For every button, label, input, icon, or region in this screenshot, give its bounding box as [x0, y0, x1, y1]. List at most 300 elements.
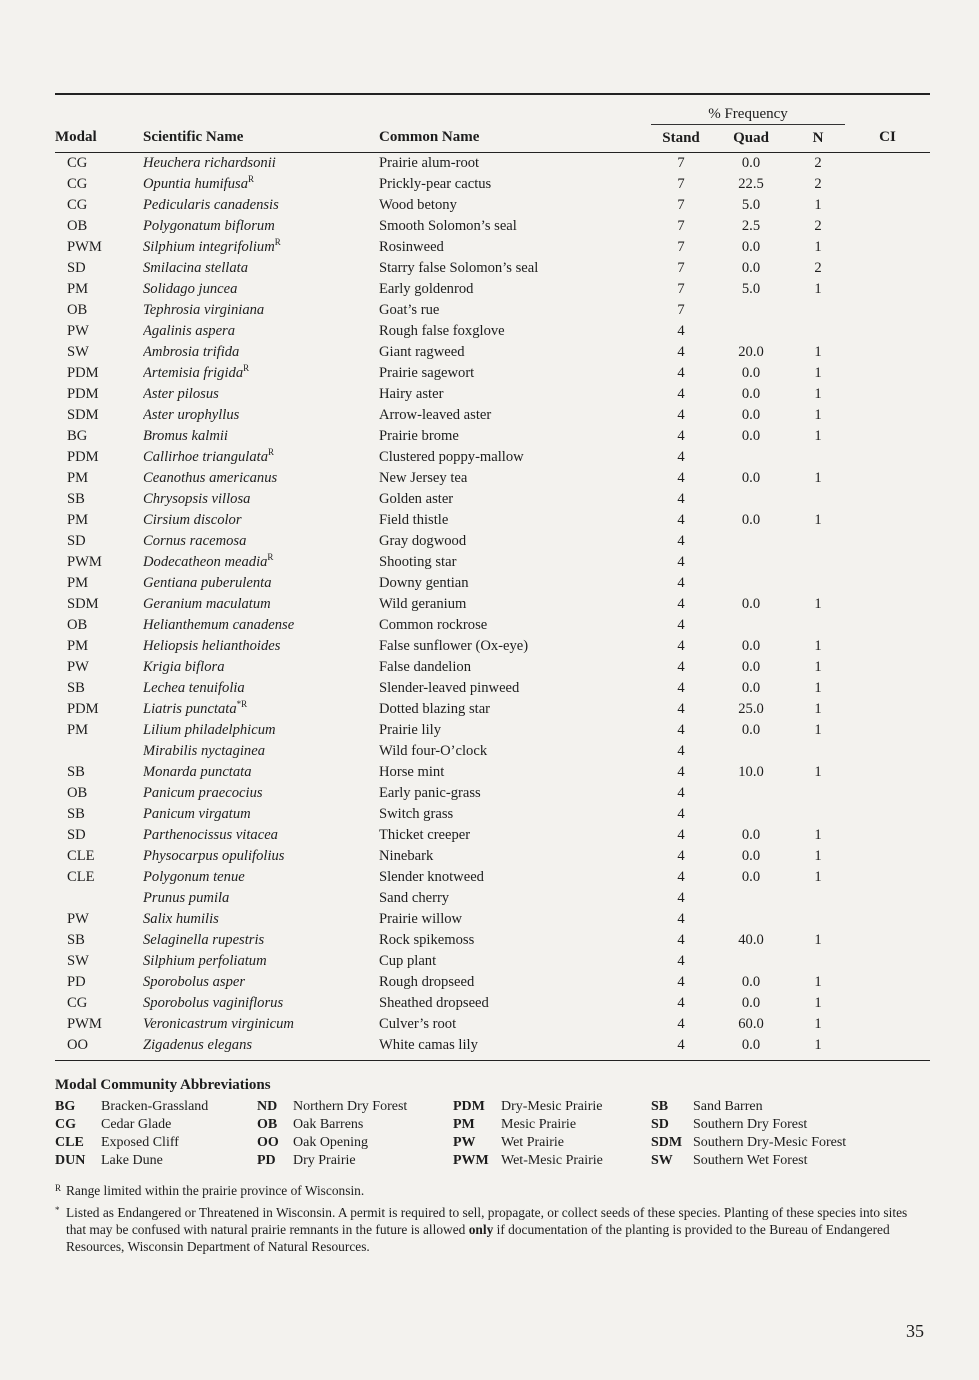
stand-cell: 4	[677, 890, 685, 906]
abbreviation-code: SB	[651, 1099, 669, 1114]
range-superscript: R	[267, 552, 274, 563]
common-name-cell: Giant ragweed	[379, 344, 465, 360]
n-cell: 1	[814, 281, 822, 297]
abbreviation-label: Cedar Glade	[101, 1117, 172, 1132]
table-row	[55, 867, 930, 888]
n-cell	[791, 321, 845, 342]
scientific-name-cell: Dodecatheon meadia$^R$	[143, 552, 274, 570]
table-row	[55, 447, 930, 468]
stand-cell: 4	[677, 995, 685, 1011]
abbreviation-code: OO	[257, 1135, 279, 1150]
common-name-cell: Prairie lily	[379, 722, 442, 738]
quad-cell: 60.0	[738, 1016, 764, 1032]
ci-cell	[845, 972, 930, 993]
n-cell	[791, 804, 845, 825]
abbreviation-label: Lake Dune	[101, 1153, 163, 1168]
quad-cell: 0.0	[741, 239, 761, 255]
common-name-cell: Rosinweed	[379, 239, 444, 255]
quad-cell	[711, 741, 791, 762]
common-name-cell: Downy gentian	[379, 575, 469, 591]
abbreviation-label: Wet Prairie	[501, 1135, 565, 1150]
modal-cell: SDM	[67, 596, 99, 612]
quad-cell	[711, 447, 791, 468]
footnote-range-text: Range limited within the prairie province of Wisconsin.	[66, 1183, 365, 1198]
table-row	[55, 573, 930, 594]
col-header-stand: Stand	[651, 125, 711, 153]
modal-cell: CG	[67, 155, 88, 171]
ci-cell	[845, 174, 930, 195]
ci-cell	[845, 930, 930, 951]
abbreviation-code: CLE	[55, 1135, 84, 1150]
scientific-name-cell: Silphium perfoliatum	[143, 953, 267, 969]
modal-cell: SD	[67, 533, 86, 549]
range-superscript: R	[243, 363, 250, 374]
quad-cell	[711, 804, 791, 825]
modal-cell: PM	[67, 512, 89, 528]
stand-cell: 4	[677, 680, 685, 696]
quad-cell: 0.0	[741, 260, 761, 276]
n-cell: 1	[814, 344, 822, 360]
modal-cell: PD	[67, 974, 86, 990]
abbreviation-label: Dry-Mesic Prairie	[501, 1099, 603, 1114]
common-name-cell: Gray dogwood	[379, 533, 467, 549]
scientific-name-cell: Sporobolus vaginiflorus	[143, 995, 284, 1011]
modal-cell: SD	[67, 260, 86, 276]
stand-cell: 7	[677, 218, 685, 234]
modal-cell: CLE	[67, 848, 95, 864]
scientific-name-cell: Lilium philadelphicum	[143, 722, 276, 738]
quad-cell: 10.0	[738, 764, 764, 780]
ci-cell	[845, 321, 930, 342]
footnote-range	[55, 1182, 930, 1199]
modal-cell: PDM	[67, 386, 99, 402]
common-name-cell: Smooth Solomon’s seal	[379, 218, 517, 234]
footnote-endangered-text: Listed as Endangered or Threatened in Wisconsin. A permit is required to sell, propagate, or collect seeds of these species. Planting of these species into sites that may be confused with natural prairie remnants in the future is allowed only if documentation of the planting is provided to the Bureau of Endangered Resources, Wisconsin Department of Natural Resources.	[66, 1205, 908, 1254]
scientific-name-cell: Krigia biflora	[143, 659, 225, 675]
abbreviation-code: PW	[453, 1135, 476, 1150]
stand-cell: 4	[677, 344, 685, 360]
stand-cell: 4	[677, 323, 685, 339]
modal-cell: CG	[67, 176, 88, 192]
quad-cell: 0.0	[741, 659, 761, 675]
n-cell: 1	[814, 470, 822, 486]
quad-cell: 5.0	[741, 197, 761, 213]
modal-cell: OB	[67, 218, 88, 234]
stand-cell: 4	[677, 407, 685, 423]
n-cell: 1	[814, 1016, 822, 1032]
stand-cell: 4	[677, 659, 685, 675]
common-name-cell: Prairie sagewort	[379, 365, 475, 381]
frequency-group-header: % Frequency	[651, 95, 845, 125]
table-row	[55, 153, 930, 175]
abbreviation-code: CG	[55, 1117, 76, 1132]
modal-cell: PWM	[67, 554, 102, 570]
common-name-cell: Shooting star	[379, 554, 457, 570]
col-header-modal: Modal	[55, 125, 143, 153]
stand-cell: 4	[677, 533, 685, 549]
table-row	[55, 195, 930, 216]
ci-cell	[845, 825, 930, 846]
scientific-name-cell: Opuntia humifusa$^R$	[143, 174, 255, 192]
species-table	[55, 95, 930, 1056]
n-cell: 1	[814, 596, 822, 612]
modal-cell: PM	[67, 638, 89, 654]
quad-cell: 2.5	[741, 218, 761, 234]
common-name-cell: Prairie brome	[379, 428, 459, 444]
ci-cell	[845, 405, 930, 426]
scientific-name-cell: Cornus racemosa	[143, 533, 247, 549]
n-cell: 1	[814, 995, 822, 1011]
table-row	[55, 342, 930, 363]
range-superscript: R	[248, 174, 255, 185]
modal-cell: CG	[67, 197, 88, 213]
common-name-cell: Field thistle	[379, 512, 449, 528]
ci-cell	[845, 762, 930, 783]
ci-cell	[845, 720, 930, 741]
stand-cell: 4	[677, 953, 685, 969]
stand-cell: 4	[677, 785, 685, 801]
species-table-page	[55, 93, 930, 1260]
table-row	[55, 615, 930, 636]
abbreviation-label: Mesic Prairie	[501, 1117, 577, 1132]
ci-cell	[845, 531, 930, 552]
scientific-name-cell: Prunus pumila	[143, 890, 230, 906]
ci-cell	[845, 195, 930, 216]
table-row	[55, 279, 930, 300]
modal-cell: SB	[67, 806, 85, 822]
ci-cell	[845, 573, 930, 594]
abbreviation-code: SW	[651, 1153, 673, 1168]
table-row	[55, 1035, 930, 1056]
common-name-cell: Clustered poppy-mallow	[379, 449, 524, 465]
n-cell: 1	[814, 722, 822, 738]
quad-cell	[711, 531, 791, 552]
scientific-name-cell: Cirsium discolor	[143, 512, 242, 528]
modal-cell: PWM	[67, 1016, 102, 1032]
stand-cell: 4	[677, 449, 685, 465]
n-cell: 2	[814, 176, 822, 192]
ci-cell	[845, 867, 930, 888]
table-row	[55, 888, 930, 909]
modal-cell: SB	[67, 764, 85, 780]
abbreviation-label: Northern Dry Forest	[293, 1099, 408, 1114]
table-row	[55, 594, 930, 615]
ci-cell	[845, 468, 930, 489]
scientific-name-cell: Gentiana puberulenta	[143, 575, 272, 591]
stand-cell: 4	[677, 617, 685, 633]
quad-cell	[711, 909, 791, 930]
modal-cell: SW	[67, 344, 89, 360]
scientific-name-cell: Heliopsis helianthoides	[143, 638, 281, 654]
n-cell: 1	[814, 827, 822, 843]
abbreviation-code: DUN	[55, 1153, 86, 1168]
stand-cell: 4	[677, 974, 685, 990]
n-cell	[791, 909, 845, 930]
scientific-name-cell: Pedicularis canadensis	[143, 197, 279, 213]
stand-cell: 4	[677, 722, 685, 738]
abbreviation-code: BG	[55, 1099, 76, 1114]
quad-cell: 0.0	[741, 995, 761, 1011]
common-name-cell: Wood betony	[379, 197, 457, 213]
modal-cell: CG	[67, 995, 88, 1011]
table-row	[55, 699, 930, 720]
scientific-name-cell: Zigadenus elegans	[143, 1037, 253, 1053]
abbreviation-label: Bracken-Grassland	[101, 1099, 209, 1114]
ci-cell	[845, 951, 930, 972]
quad-cell	[711, 300, 791, 321]
ci-cell	[845, 153, 930, 175]
ci-cell	[845, 447, 930, 468]
table-row	[55, 657, 930, 678]
quad-cell: 0.0	[741, 722, 761, 738]
scientific-name-cell: Physocarpus opulifolius	[143, 848, 285, 864]
n-cell: 1	[814, 365, 822, 381]
table-row	[55, 678, 930, 699]
common-name-cell: Horse mint	[379, 764, 445, 780]
stand-cell: 4	[677, 575, 685, 591]
scientific-name-cell: Lechea tenuifolia	[143, 680, 245, 696]
quad-cell: 0.0	[741, 974, 761, 990]
scientific-name-cell: Callirhoe triangulata$^R$	[143, 447, 275, 465]
quad-cell: 0.0	[741, 869, 761, 885]
table-row	[55, 405, 930, 426]
stand-cell: 4	[677, 827, 685, 843]
common-name-cell: Sheathed dropseed	[379, 995, 489, 1011]
n-cell: 1	[814, 869, 822, 885]
ci-cell	[845, 426, 930, 447]
n-cell: 1	[814, 680, 822, 696]
quad-cell	[711, 888, 791, 909]
ci-cell	[845, 342, 930, 363]
table-row	[55, 1014, 930, 1035]
common-name-cell: Rough false foxglove	[379, 323, 505, 339]
modal-cell: OB	[67, 785, 88, 801]
footnote-endangered	[55, 1204, 930, 1255]
scientific-name-cell: Agalinis aspera	[143, 323, 236, 339]
stand-cell: 4	[677, 1037, 685, 1053]
stand-cell: 4	[677, 386, 685, 402]
page-number: 35	[906, 1321, 924, 1341]
quad-cell: 0.0	[741, 848, 761, 864]
modal-cell: PDM	[67, 701, 99, 717]
scientific-name-cell: Salix humilis	[143, 911, 219, 927]
n-cell	[791, 888, 845, 909]
quad-cell: 0.0	[741, 365, 761, 381]
col-header-ci: CI	[845, 125, 930, 153]
ci-cell	[845, 237, 930, 258]
modal-cell: CLE	[67, 869, 95, 885]
n-cell: 2	[814, 218, 822, 234]
modal-cell	[55, 888, 143, 909]
col-header-n: N	[791, 125, 845, 153]
ci-cell	[845, 258, 930, 279]
abbreviation-label: Dry Prairie	[293, 1153, 356, 1168]
modal-cell: SB	[67, 491, 85, 507]
n-cell: 1	[814, 974, 822, 990]
modal-cell: PW	[67, 659, 89, 675]
col-header-scientific-name: Scientific Name	[143, 125, 379, 153]
table-row	[55, 783, 930, 804]
common-name-cell: White camas lily	[379, 1037, 478, 1053]
table-row	[55, 174, 930, 195]
stand-cell: 4	[677, 470, 685, 486]
abbreviation-label: Wet-Mesic Prairie	[501, 1153, 603, 1168]
table-row	[55, 468, 930, 489]
ci-cell	[845, 846, 930, 867]
common-name-cell: Prickly-pear cactus	[379, 176, 492, 192]
common-name-cell: Culver’s root	[379, 1016, 457, 1032]
table-row	[55, 909, 930, 930]
abbreviation-label: Oak Opening	[293, 1135, 369, 1150]
table-row	[55, 552, 930, 573]
scientific-name-cell: Artemisia frigida$^R$	[143, 363, 250, 381]
stand-cell: 7	[677, 176, 685, 192]
n-cell	[791, 783, 845, 804]
ci-cell	[845, 300, 930, 321]
table-row	[55, 636, 930, 657]
n-cell	[791, 552, 845, 573]
table-row	[55, 993, 930, 1014]
scientific-name-cell: Parthenocissus vitacea	[143, 827, 278, 843]
n-cell: 2	[814, 260, 822, 276]
quad-cell: 5.0	[741, 281, 761, 297]
common-name-cell: Goat’s rue	[379, 302, 440, 318]
table-row	[55, 237, 930, 258]
scientific-name-cell: Ceanothus americanus	[143, 470, 278, 486]
abbreviation-label: Oak Barrens	[293, 1117, 364, 1132]
n-cell: 1	[814, 638, 822, 654]
footnote-endangered-mark: *	[55, 1205, 60, 1215]
n-cell: 1	[814, 428, 822, 444]
table-row	[55, 489, 930, 510]
stand-cell: 4	[677, 512, 685, 528]
quad-cell	[711, 951, 791, 972]
abbreviation-code: PWM	[453, 1153, 489, 1168]
n-cell: 2	[814, 155, 822, 171]
n-cell: 1	[814, 386, 822, 402]
stand-cell: 4	[677, 701, 685, 717]
ci-cell	[845, 1035, 930, 1056]
table-row	[55, 531, 930, 552]
stand-cell: 7	[677, 302, 685, 318]
scientific-name-cell: Polygonum tenue	[143, 869, 245, 885]
range-superscript: R	[274, 237, 281, 248]
quad-cell: 0.0	[741, 386, 761, 402]
stand-cell: 4	[677, 365, 685, 381]
footnote-range-mark: R	[55, 1183, 62, 1193]
scientific-name-cell: Polygonatum biflorum	[143, 218, 275, 234]
scientific-name-cell: Helianthemum canadense	[143, 617, 295, 633]
common-name-cell: Rough dropseed	[379, 974, 475, 990]
common-name-cell: Early goldenrod	[379, 281, 474, 297]
common-name-cell: Rock spikemoss	[379, 932, 475, 948]
modal-cell: PM	[67, 470, 89, 486]
table-row	[55, 762, 930, 783]
common-name-cell: New Jersey tea	[379, 470, 468, 486]
n-cell	[791, 489, 845, 510]
common-name-cell: Common rockrose	[379, 617, 488, 633]
ci-cell	[845, 657, 930, 678]
table-row	[55, 258, 930, 279]
quad-cell: 0.0	[741, 155, 761, 171]
common-name-cell: Early panic-grass	[379, 785, 481, 801]
n-cell: 1	[814, 407, 822, 423]
quad-cell: 0.0	[741, 428, 761, 444]
abbreviation-label: Exposed Cliff	[101, 1135, 179, 1150]
modal-cell: SD	[67, 827, 86, 843]
stand-cell: 4	[677, 932, 685, 948]
common-name-cell: Slender-leaved pinweed	[379, 680, 520, 696]
ci-cell	[845, 489, 930, 510]
col-header-common-name: Common Name	[379, 125, 651, 153]
table-row	[55, 972, 930, 993]
quad-cell: 0.0	[741, 638, 761, 654]
modal-cell: OB	[67, 617, 88, 633]
stand-cell: 4	[677, 743, 685, 759]
abbreviation-code: ND	[257, 1099, 278, 1114]
stand-cell: 7	[677, 260, 685, 276]
n-cell	[791, 573, 845, 594]
table-row	[55, 741, 930, 762]
modal-cell: PDM	[67, 449, 99, 465]
modal-cell: PDM	[67, 365, 99, 381]
scientific-name-cell: Solidago juncea	[143, 281, 238, 297]
table-row	[55, 825, 930, 846]
ci-cell	[845, 615, 930, 636]
n-cell	[791, 951, 845, 972]
scientific-name-cell: Panicum virgatum	[143, 806, 251, 822]
table-row	[55, 930, 930, 951]
stand-cell: 7	[677, 281, 685, 297]
footnotes	[55, 1182, 930, 1255]
modal-cell: SB	[67, 680, 85, 696]
abbreviation-label: Southern Wet Forest	[693, 1153, 808, 1168]
common-name-cell: Wild geranium	[379, 596, 467, 612]
ci-cell	[845, 909, 930, 930]
common-name-cell: Sand cherry	[379, 890, 450, 906]
table-row	[55, 804, 930, 825]
quad-cell: 25.0	[738, 701, 764, 717]
scientific-name-cell: Bromus kalmii	[143, 428, 228, 444]
common-name-cell: Prairie willow	[379, 911, 463, 927]
ci-cell	[845, 1014, 930, 1035]
modal-cell: SB	[67, 932, 85, 948]
n-cell: 1	[814, 932, 822, 948]
stand-cell: 7	[677, 239, 685, 255]
scientific-name-cell: Liatris punctata$^{*R}$	[143, 699, 248, 717]
abbreviation-code: PD	[257, 1153, 276, 1168]
abbreviation-code: SDM	[651, 1135, 683, 1150]
common-name-cell: False sunflower (Ox-eye)	[379, 638, 529, 654]
quad-cell: 0.0	[741, 512, 761, 528]
quad-cell	[711, 615, 791, 636]
modal-cell: PWM	[67, 239, 102, 255]
stand-cell: 4	[677, 596, 685, 612]
n-cell	[791, 531, 845, 552]
modal-cell: BG	[67, 428, 88, 444]
stand-cell: 4	[677, 554, 685, 570]
common-name-cell: Wild four-O’clock	[379, 743, 488, 759]
table-row	[55, 321, 930, 342]
n-cell: 1	[814, 197, 822, 213]
quad-cell	[711, 321, 791, 342]
bottom-rule	[55, 1060, 930, 1061]
modal-cell: OO	[67, 1037, 89, 1053]
quad-cell: 22.5	[738, 176, 764, 192]
stand-cell: 7	[677, 155, 685, 171]
quad-cell	[711, 783, 791, 804]
quad-cell: 0.0	[741, 407, 761, 423]
